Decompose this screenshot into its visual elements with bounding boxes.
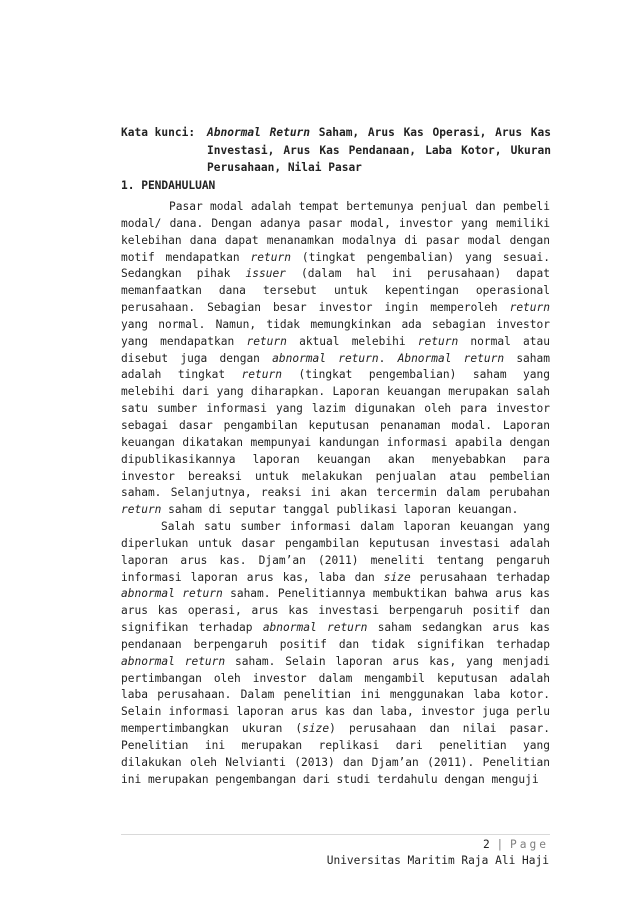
body-text [121,199,550,789]
keywords-block [121,124,551,177]
page-word: Page [510,838,549,851]
paragraph-2: Salah satu sumber informasi dalam laporan keuangan yang diperlukan untuk dasar pengambilan keputusan investasi adalah laporan arus kas. Djam’an (2011) meneliti tentang pengaruh informasi laporan arus kas, laba dan size perusahaan terhadap abnormal return saham. Penelitiannya membuktikan bahwa arus kas arus kas operasi, arus kas investasi berpengaruh positif dan signifikan terhadap abnormal return saham sedangkan arus kas pendanaan berpengaruh positif dan tidak signifikan terhadap abnormal return saham. Selain laporan arus kas, yang menjadi pertimbangan oleh investor dalam mengambil keputusan adalah laba perusahaan. Dalam penelitian ini menggunakan laba kotor. Selain informasi laporan arus kas dan laba, investor juga perlu mempertimbangkan ukuran (size) perusahaan dan nilai pasar. Penelitian ini merupakan replikasi dari penelitian yang dilakukan oleh Nelvianti (2013) dan Djam’an (2011). Penelitian ini merupakan pengembangan dari studi terdahulu dengan menguji [121,520,551,786]
keywords-label: Kata kunci: [121,126,196,139]
section-heading: 1. PENDAHULUAN [121,179,216,192]
page-number: 2 [483,838,490,851]
keywords-text [207,124,551,177]
page-number-line [483,837,549,853]
footer-divider [121,834,550,835]
paragraph-1: Pasar modal adalah tempat bertemunya penjual dan pembeli modal/ dana. Dengan adanya pasar modal, investor yang memiliki kelebihan dana dapat menanamkan modalnya di pasar modal dengan motif mendapatkan return (tingkat pengembalian) yang sesuai. Sedangkan pihak issuer (dalam hal ini perusahaan) dapat memanfaatkan dana tersebut untuk kepentingan operasional perusahaan. Sebagian besar investor ingin memperoleh return yang normal. Namun, tidak memungkinkan ada sebagian investor yang mendapatkan return aktual melebihi return normal atau disebut juga dengan abnormal return. Abnormal return saham adalah tingkat return (tingkat pengembalian) saham yang melebihi dari yang diharapkan. Laporan keuangan merupakan salah satu sumber informasi yang lazim digunakan oleh para investor sebagai dasar pengambilan keputusan penanaman modal. Laporan keuangan dikatakan mempunyai kandungan informasi apabila dengan dipublikasikannya laporan keuangan akan menyebabkan para investor bereaksi untuk melakukan penjualan atau pembelian saham. Selanjutnya, reaksi ini akan tercermin dalam perubahan return saham di seputar tanggal publikasi laporan keuangan. [121,200,550,517]
footer-institution: Universitas Maritim Raja Ali Haji [326,854,549,867]
page-separator: | [496,838,504,851]
keyword-rest: Saham, Arus Kas Operasi, Arus Kas Investasi, Arus Kas Pendanaan, Laba Kotor, Ukuran Perusahaan, Nilai Pasar [207,126,551,174]
keyword-italic: Abnormal Return [207,126,311,139]
